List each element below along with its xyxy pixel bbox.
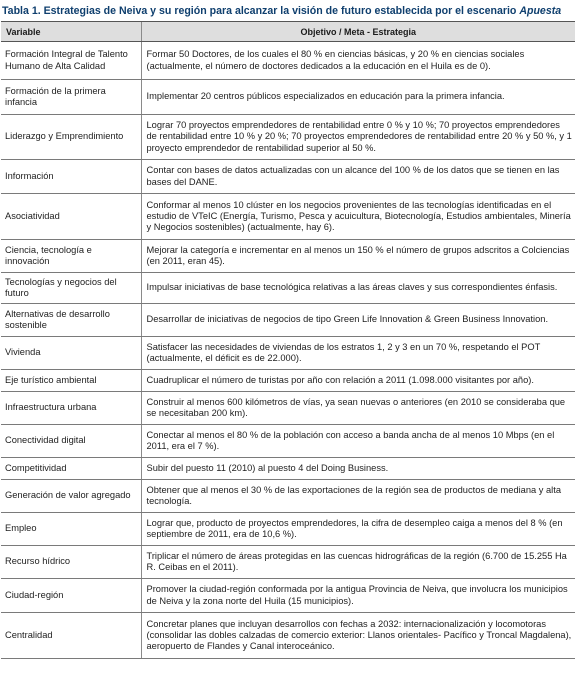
objective-cell: Subir del puesto 11 (2010) al puesto 4 del Doing Business. — [141, 458, 575, 480]
table-row — [1, 613, 575, 659]
objective-cell: Formar 50 Doctores, de los cuales el 80 % en ciencias básicas, y 20 % en ciencias sociales (actualmente, el número de doctores dedicados a la educación en el Huila es de 0). — [141, 42, 575, 80]
table-row — [1, 194, 575, 240]
objective-cell: Impulsar iniciativas de base tecnológica relativas a las áreas claves y sus correspondientes énfasis. — [141, 273, 575, 304]
objective-cell: Satisfacer las necesidades de viviendas de los estratos 1, 2 y 3 en un 70 %, respetando el POT (actualmente, el déficit es de 22.000). — [141, 337, 575, 370]
table-row — [1, 392, 575, 425]
variable-cell: Generación de valor agregado — [1, 480, 141, 513]
variable-cell: Conectividad digital — [1, 425, 141, 458]
table-row — [1, 337, 575, 370]
objective-cell: Mejorar la categoría e incrementar en al menos un 150 % el número de grupos adscritos a Colciencias (en 2011, eran 45). — [141, 240, 575, 273]
variable-cell: Competitividad — [1, 458, 141, 480]
strategies-table — [1, 21, 575, 659]
table-row — [1, 42, 575, 80]
variable-cell: Centralidad — [1, 613, 141, 659]
table-row — [1, 579, 575, 613]
variable-cell: Ciencia, tecnología e innovación — [1, 240, 141, 273]
variable-cell: Asociatividad — [1, 194, 141, 240]
table-header-row — [1, 22, 575, 42]
table-row — [1, 480, 575, 513]
variable-cell: Ciudad-región — [1, 579, 141, 613]
objective-cell: Desarrollar de iniciativas de negocios de tipo Green Life Innovation & Green Business Innovation. — [141, 304, 575, 337]
table-row — [1, 546, 575, 579]
table-row — [1, 304, 575, 337]
caption-emphasis: Apuesta — [519, 5, 562, 17]
table-row — [1, 160, 575, 194]
objective-cell: Contar con bases de datos actualizadas con un alcance del 100 % de los datos que se tienen en las bases del DANE. — [141, 160, 575, 194]
variable-cell: Formación de la primera infancia — [1, 80, 141, 115]
objective-cell: Triplicar el número de áreas protegidas en las cuencas hidrográficas de la región (6.700 de 15.255 Ha R. Ceibas en el 2011). — [141, 546, 575, 579]
objective-cell: Lograr 70 proyectos emprendedores de rentabilidad entre 0 % y 10 %; 70 proyectos emprendedores de rentabilidad entre 10 % y 20 %; 70 proyectos emprendedores de rentabilidad entre 20 % y 50 %, y 1 proyecto emprendedor de rentabilidad superior al 50 %. — [141, 115, 575, 160]
table-row — [1, 80, 575, 115]
objective-cell: Conectar al menos el 80 % de la población con acceso a banda ancha de al menos 10 Mbps (en el 2011, era el 7 %). — [141, 425, 575, 458]
table-caption — [2, 1, 574, 21]
header-variable: Variable — [1, 22, 141, 42]
variable-cell: Vivienda — [1, 337, 141, 370]
objective-cell: Conformar al menos 10 clúster en los negocios provenientes de las tecnologías identificadas en el estudio de VTeIC (Energía, Turismo, Pesca y acuicultura, Biotecnología, Estudios ambientales, Minería y Negocios sostenibles) (actualmente, hay 6). — [141, 194, 575, 240]
variable-cell: Recurso hídrico — [1, 546, 141, 579]
table-row — [1, 458, 575, 480]
objective-cell: Lograr que, producto de proyectos emprendedores, la cifra de desempleo caiga a menos del 8 % (en septiembre de 2011, era de 10,6 %). — [141, 513, 575, 546]
table-row — [1, 115, 575, 160]
variable-cell: Tecnologías y negocios del futuro — [1, 273, 141, 304]
variable-cell: Información — [1, 160, 141, 194]
header-objective: Objetivo / Meta - Estrategia — [141, 22, 575, 42]
table-row — [1, 370, 575, 392]
table-row — [1, 273, 575, 304]
objective-cell: Promover la ciudad-región conformada por la antigua Provincia de Neiva, que involucra los municipios de Neiva y la zona norte del Huila (15 municipios). — [141, 579, 575, 613]
objective-cell: Concretar planes que incluyan desarrollos con fechas a 2032: internacionalización y locomotoras (consolidar las dobles calzadas de comercio exterior: Llanos orientales- Pacífico y Troncal Magdalena), aeropuerto de Flandes y Canal interoceánico. — [141, 613, 575, 659]
table-row — [1, 240, 575, 273]
variable-cell: Eje turístico ambiental — [1, 370, 141, 392]
caption-text: Tabla 1. Estrategias de Neiva y su región para alcanzar la visión de futuro establecida por el escenario — [2, 5, 520, 17]
objective-cell: Construir al menos 600 kilómetros de vías, ya sean nuevas o anteriores (en 2010 se consideraba que se necesitaban 200 km). — [141, 392, 575, 425]
variable-cell: Formación Integral de Talento Humano de Alta Calidad — [1, 42, 141, 80]
variable-cell: Alternativas de desarrollo sostenible — [1, 304, 141, 337]
table-row — [1, 513, 575, 546]
variable-cell: Liderazgo y Emprendimiento — [1, 115, 141, 160]
table-row — [1, 425, 575, 458]
variable-cell: Empleo — [1, 513, 141, 546]
objective-cell: Cuadruplicar el número de turistas por año con relación a 2011 (1.098.000 visitantes por año). — [141, 370, 575, 392]
objective-cell: Obtener que al menos el 30 % de las exportaciones de la región sea de productos de mediana y alta tecnología. — [141, 480, 575, 513]
variable-cell: Infraestructura urbana — [1, 392, 141, 425]
objective-cell: Implementar 20 centros públicos especializados en educación para la primera infancia. — [141, 80, 575, 115]
